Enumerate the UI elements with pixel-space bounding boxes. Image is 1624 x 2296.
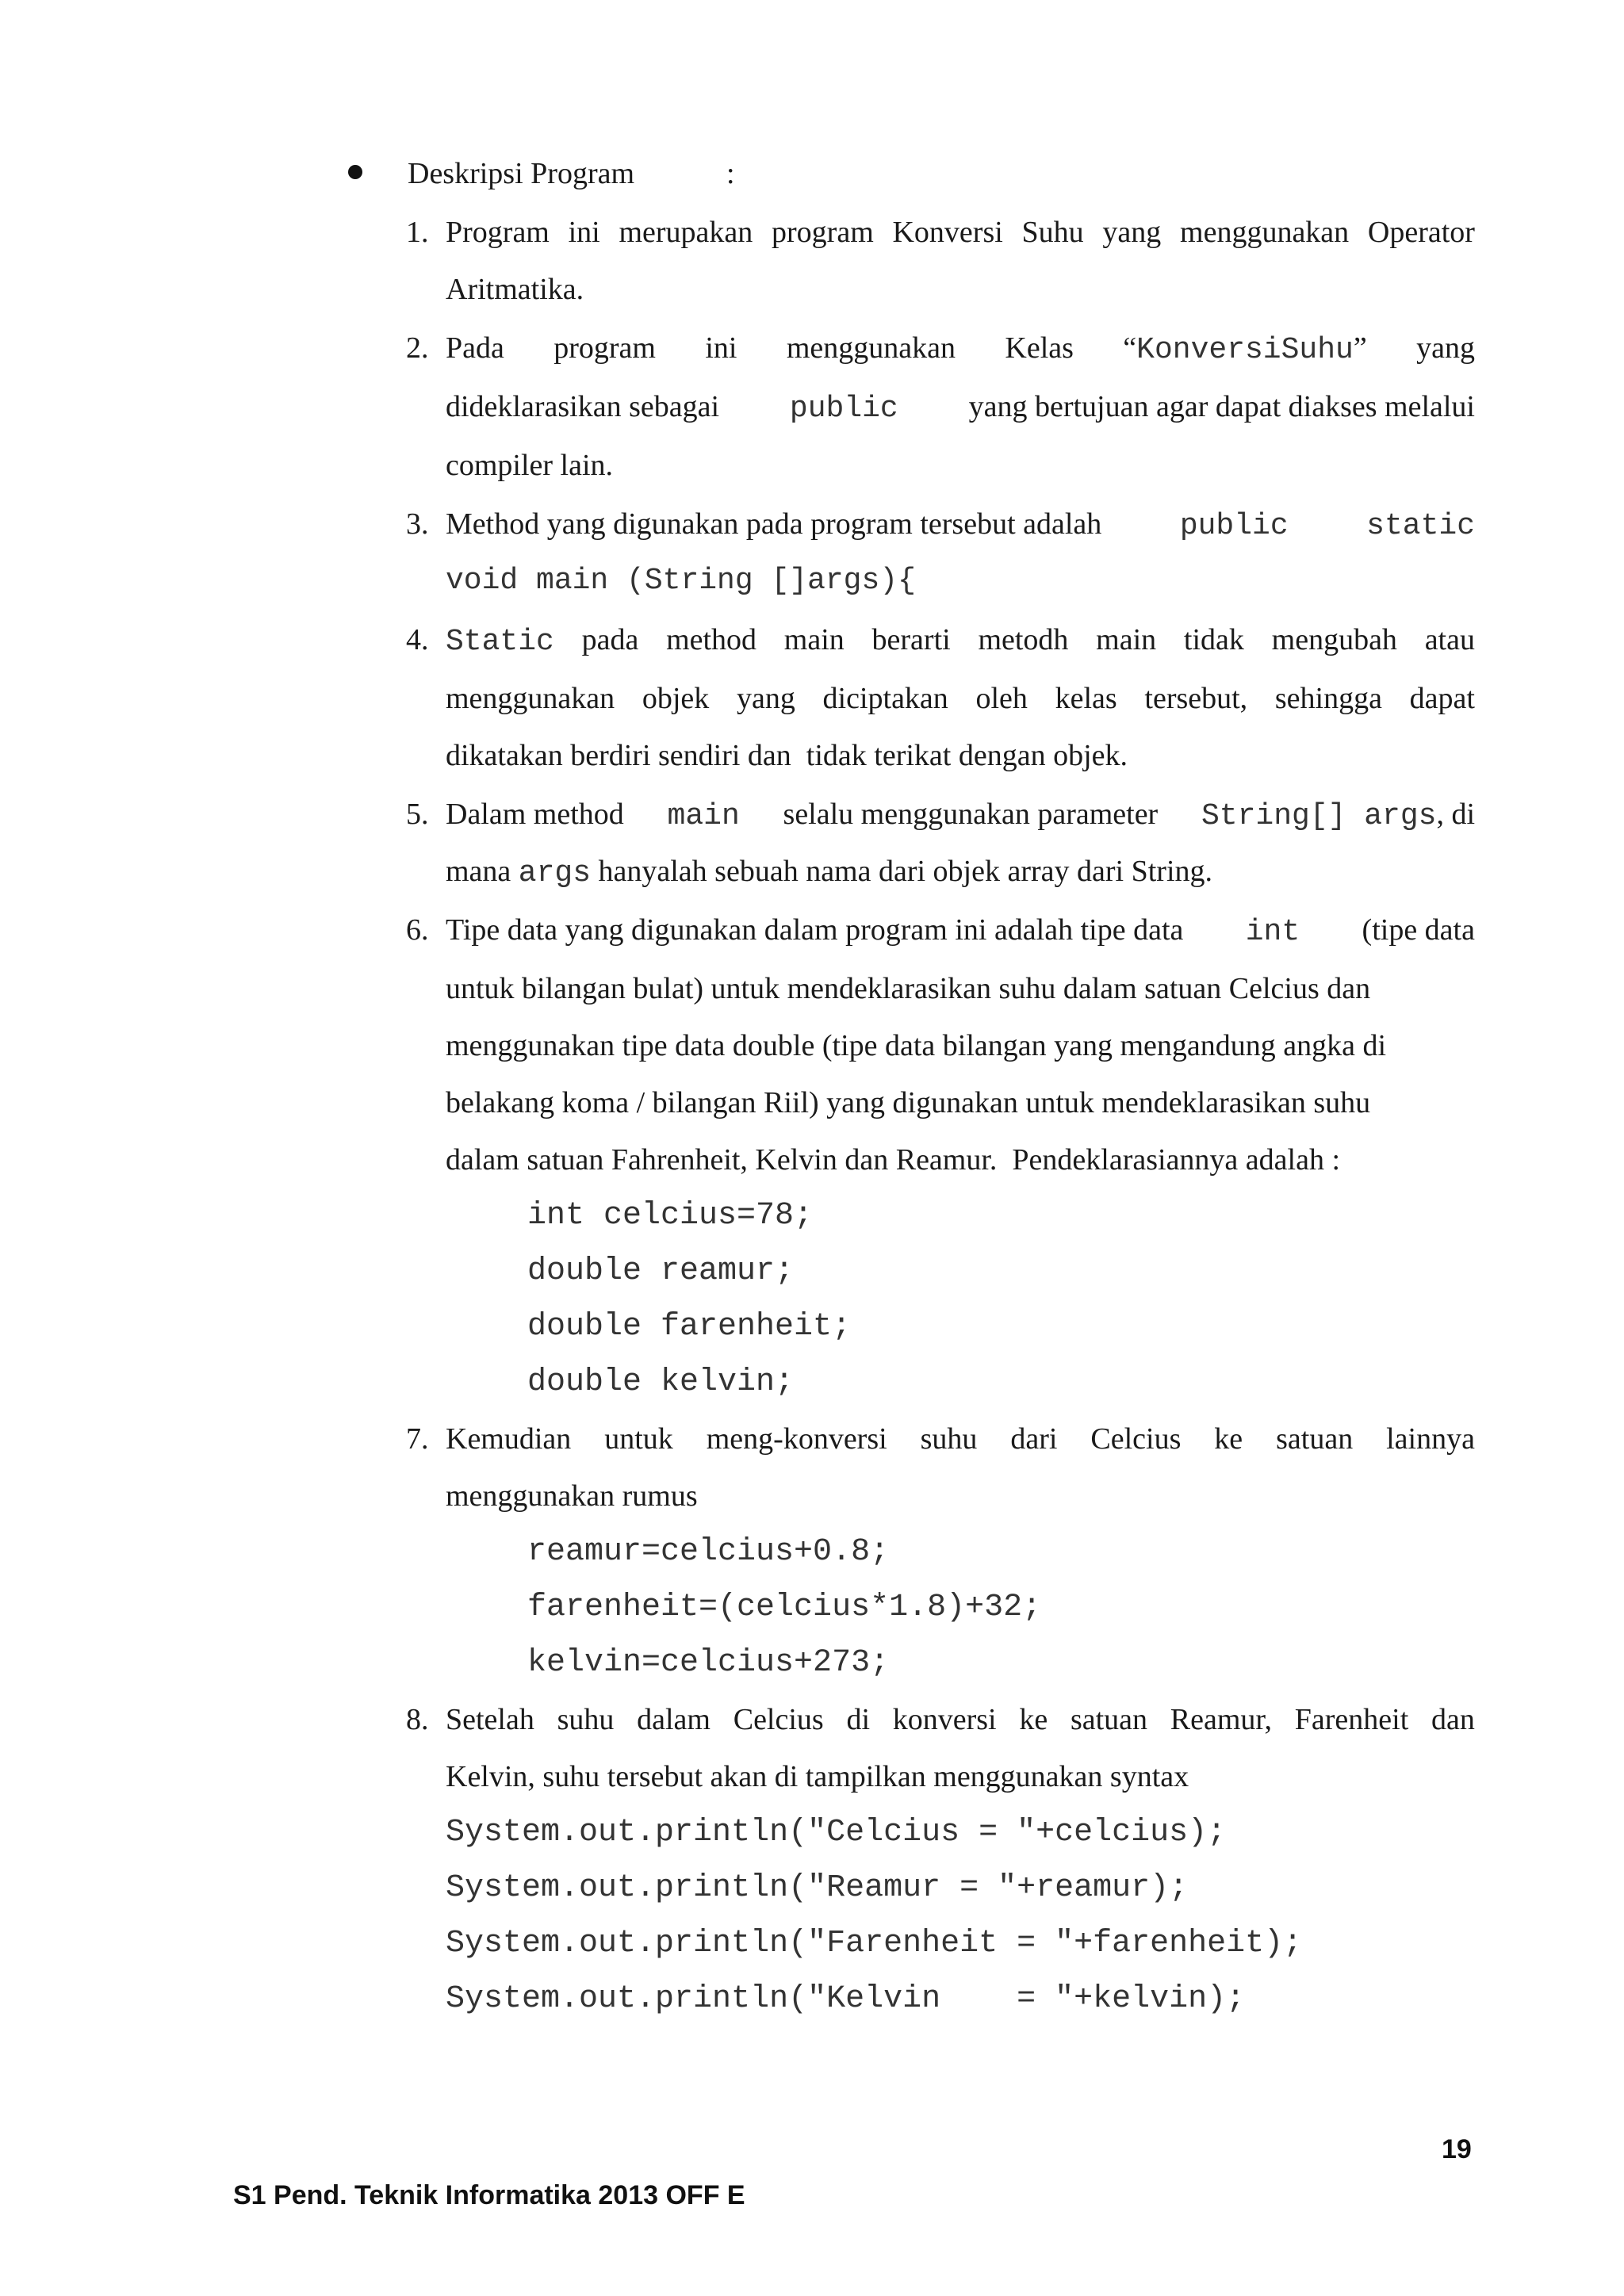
item-3-line-1 <box>446 509 1475 541</box>
item-4-number: 4. <box>406 623 429 656</box>
bullet-icon <box>348 165 362 179</box>
item-5-text: , di <box>1436 798 1475 831</box>
code-line: int celcius=78; <box>527 1198 814 1234</box>
item-8-word: dan <box>1431 1703 1475 1736</box>
item-7-line-1 <box>446 1424 1475 1454</box>
item-1-line-1 <box>446 217 1475 247</box>
item-7-word: ke <box>1214 1422 1243 1456</box>
inline-code: KonversiSuhu <box>1136 333 1354 367</box>
item-2-text: yang bertujuan agar dapat diakses melalui <box>968 390 1475 423</box>
inline-code: main <box>667 799 740 833</box>
item-4-word: pada <box>581 623 639 656</box>
item-6-line-3: menggunakan tipe data double (tipe data bilangan yang mengandung angka di <box>446 1029 1387 1062</box>
item-4-word: main <box>1096 623 1157 656</box>
footer-text: S1 Pend. Teknik Informatika 2013 OFF E <box>233 2180 745 2210</box>
code-line: reamur=celcius+0.8; <box>527 1534 890 1570</box>
item-5-text: hanyalah sebuah nama dari objek array dari String. <box>598 855 1213 888</box>
item-2-word: Pada <box>446 331 504 365</box>
item-7-line-2: menggunakan rumus <box>446 1479 698 1513</box>
item-7-word: Kemudian <box>446 1422 572 1456</box>
item-4-word: berarti <box>871 623 951 656</box>
open-quote: “ <box>1123 331 1137 365</box>
item-7-word: dari <box>1010 1422 1058 1456</box>
item-7-word: suhu <box>920 1422 978 1456</box>
item-2-word: ini <box>705 331 737 365</box>
item-1-word: Program <box>446 216 550 249</box>
item-4-line-3: dikatakan berdiri sendiri dan tidak terikat dengan objek. <box>446 739 1128 772</box>
item-5-text: selalu menggunakan parameter <box>783 798 1159 831</box>
item-8-word: konversi <box>892 1703 997 1736</box>
inline-code: public <box>789 392 898 426</box>
item-3-text: Method yang digunakan pada program tersebut adalah <box>446 507 1102 541</box>
item-4-word: mengubah <box>1271 623 1397 656</box>
inline-code: int <box>1245 915 1300 949</box>
item-7-word: Celcius <box>1090 1422 1182 1456</box>
item-8-line-1 <box>446 1705 1475 1735</box>
code-line: System.out.println("Reamur = "+reamur); <box>446 1870 1189 1906</box>
code-line: farenheit=(celcius*1.8)+32; <box>527 1590 1042 1625</box>
item-6-text: Tipe data yang digunakan dalam program ini adalah tipe data <box>446 913 1184 947</box>
item-4-word: yang <box>736 682 795 715</box>
item-5-text: Dalam method <box>446 798 624 831</box>
item-2-line-3: compiler lain. <box>446 449 614 482</box>
item-7-word: lainnya <box>1386 1422 1475 1456</box>
item-1-word: yang <box>1102 216 1162 249</box>
section-heading: Deskripsi Program <box>408 157 635 190</box>
item-2-word: Kelas <box>1005 331 1074 365</box>
item-8-word: dalam <box>637 1703 710 1736</box>
item-7-word: meng-konversi <box>706 1422 887 1456</box>
inline-code: args <box>518 856 592 890</box>
item-4-word: metodh <box>978 623 1069 656</box>
item-2-line-2 <box>446 392 1475 424</box>
code-line: kelvin=celcius+273; <box>527 1645 890 1681</box>
code-line: System.out.println("Kelvin = "+kelvin); <box>446 1981 1246 2017</box>
item-4-word: tersebut, <box>1144 682 1248 715</box>
item-4-word: diciptakan <box>822 682 948 715</box>
code-line: System.out.println("Farenheit = "+farenheit); <box>446 1926 1303 1961</box>
item-3-code: void main (String []args){ <box>446 564 916 598</box>
item-7-number: 7. <box>406 1422 429 1456</box>
item-2-text: dideklarasikan sebagai <box>446 390 720 423</box>
code-line: double farenheit; <box>527 1309 852 1345</box>
item-4-word: kelas <box>1055 682 1117 715</box>
item-8-number: 8. <box>406 1703 429 1736</box>
item-8-word: Reamur, <box>1170 1703 1273 1736</box>
item-8-line-2: Kelvin, suhu tersebut akan di tampilkan menggunakan syntax <box>446 1760 1189 1793</box>
item-7-word: satuan <box>1276 1422 1354 1456</box>
item-1-word: merupakan <box>619 216 753 249</box>
code-line: System.out.println("Celcius = "+celcius); <box>446 1815 1227 1850</box>
inline-code: public <box>1179 509 1289 543</box>
item-6-number: 6. <box>406 913 429 947</box>
item-5-text: mana <box>446 855 511 888</box>
item-6-line-1 <box>446 915 1475 947</box>
item-8-word: di <box>846 1703 870 1736</box>
item-1-word: Operator <box>1367 216 1475 249</box>
item-8-word: ke <box>1019 1703 1048 1736</box>
item-4-word: atau <box>1424 623 1475 656</box>
inline-code: static <box>1366 509 1475 543</box>
item-7-word: untuk <box>604 1422 673 1456</box>
item-1-number: 1. <box>406 216 429 249</box>
item-4-word: sehingga <box>1274 682 1382 715</box>
item-4-word: objek <box>642 682 710 715</box>
item-6-line-4: belakang koma / bilangan Riil) yang digunakan untuk mendeklarasikan suhu <box>446 1086 1371 1119</box>
page-number: 19 <box>1442 2134 1472 2164</box>
item-5-line-1 <box>446 799 1475 832</box>
item-1-word: Konversi <box>892 216 1003 249</box>
item-4-word: dapat <box>1409 682 1475 715</box>
item-1-line-2: Aritmatika. <box>446 273 584 306</box>
section-heading-colon: : <box>726 157 735 190</box>
item-6-text: (tipe data <box>1362 913 1475 947</box>
item-1-word: ini <box>568 216 600 249</box>
close-quote: ” <box>1353 331 1367 365</box>
item-1-word: Suhu <box>1021 216 1084 249</box>
item-8-word: Setelah <box>446 1703 534 1736</box>
item-4-line-1 <box>446 625 1475 657</box>
item-5-number: 5. <box>406 798 429 831</box>
item-6-line-2: untuk bilangan bulat) untuk mendeklarasikan suhu dalam satuan Celcius dan <box>446 972 1371 1005</box>
item-1-word: program <box>772 216 874 249</box>
item-4-word: oleh <box>975 682 1028 715</box>
item-4-line-2 <box>446 683 1475 714</box>
code-line: double reamur; <box>527 1253 795 1289</box>
item-8-word: Farenheit <box>1294 1703 1409 1736</box>
item-2-word: menggunakan <box>786 331 956 365</box>
item-2-line-1 <box>446 333 1475 365</box>
item-4-word: method <box>666 623 757 656</box>
code-line: double kelvin; <box>527 1364 795 1400</box>
item-4-word: main <box>783 623 845 656</box>
inline-code: Static <box>446 625 554 659</box>
inline-code: String[] args <box>1201 799 1437 833</box>
item-8-word: satuan <box>1070 1703 1148 1736</box>
item-2-word: yang <box>1416 331 1475 365</box>
item-5-line-2 <box>446 856 1212 889</box>
item-6-line-5: dalam satuan Fahrenheit, Kelvin dan Reamur. Pendeklarasiannya adalah : <box>446 1143 1341 1177</box>
item-1-word: menggunakan <box>1180 216 1350 249</box>
item-5-param <box>1201 799 1475 832</box>
item-8-word: Celcius <box>733 1703 824 1736</box>
item-4-word: menggunakan <box>446 682 615 715</box>
item-4-word: tidak <box>1183 623 1244 656</box>
item-2-number: 2. <box>406 331 429 365</box>
item-2-word: program <box>553 331 656 365</box>
item-2-class-name <box>1123 333 1366 365</box>
item-3-number: 3. <box>406 507 429 541</box>
item-8-word: suhu <box>557 1703 615 1736</box>
